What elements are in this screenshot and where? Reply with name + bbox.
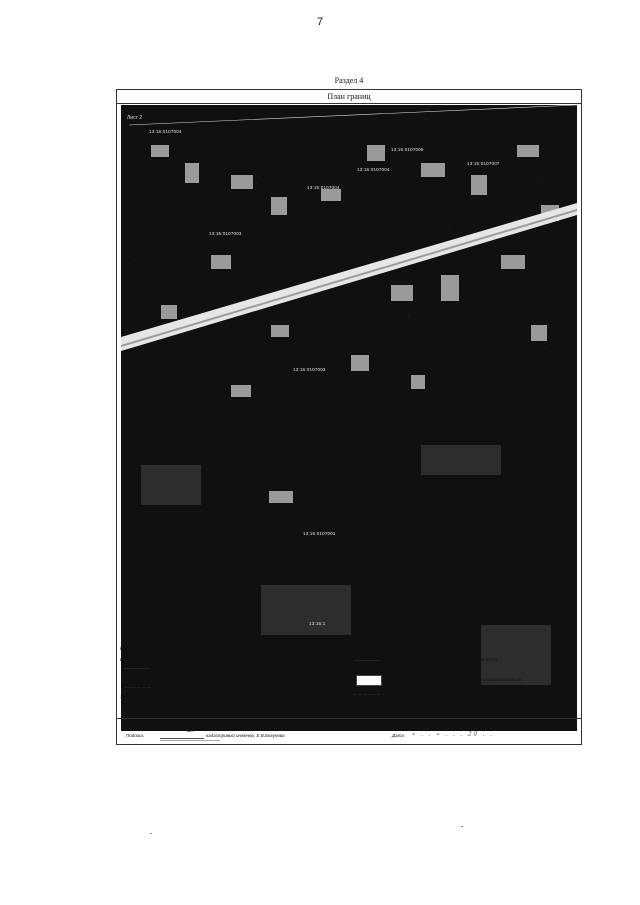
signature-field (160, 724, 204, 739)
page-number: 7 (316, 16, 324, 28)
map-label: 13:15:0107004 (357, 167, 390, 172)
signature-mark-icon: ∽ (186, 726, 194, 736)
legend-symbol-zone-line (124, 668, 150, 669)
legend-point-symbol: 1 (134, 674, 137, 679)
legend-symbol-building (356, 675, 382, 686)
map-label: 13:15:0107005 (391, 147, 424, 152)
signature-label: Подпись (126, 733, 144, 738)
legend-quarter-code: 13:15:0107004 (120, 694, 148, 699)
map-label: 13:15:1 (309, 621, 326, 626)
map-scale: Масштаб 1:1 000 (120, 646, 170, 652)
legend-item: границы зон с особыми условиями использования территории (376, 703, 502, 708)
legend-item: контуры и номер объектов капитального строительства по сведениям ЕГРН (398, 677, 522, 687)
plan-header: План границ (117, 90, 581, 104)
map-label: 13:15:0107001 (303, 531, 336, 536)
legend-item: кадастровый номер земельного участка (398, 667, 480, 672)
map-label: 13:15:0107007 (467, 161, 500, 166)
legend-symbol-parcel-line (354, 660, 380, 661)
date-value: « . . » . . . 20 . . (412, 730, 494, 738)
legend-item: номер кадастрового квартала (164, 694, 226, 699)
plan-frame (116, 89, 582, 745)
legend-heading: Используемые условные знаки и обозначения (120, 657, 217, 662)
legend-item: обозначение характерной точки границы охранной зоны (164, 675, 278, 680)
underline (160, 740, 220, 741)
engineer-name: кадастровый инженер, Е.В.Бегунова (206, 733, 285, 738)
section-title: Раздел 4 (334, 76, 364, 85)
scan-speck (461, 826, 463, 827)
legend-item: границы земельных участков по сведениям ЕГРН (398, 657, 497, 662)
aerial-photo-drawing (121, 105, 577, 731)
scan-speck (150, 833, 152, 834)
legend-symbol-quarter-line (124, 687, 150, 688)
map-label: 13:15:0107003 (209, 231, 242, 236)
map-label: 13:15:0107004 (149, 129, 182, 134)
date-label: Дата (392, 733, 404, 738)
legend-item: граница кадастрового квартала (164, 684, 230, 689)
legend-symbol-situation (354, 694, 380, 695)
legend-parcel-code: 13:15:0107004:29 (354, 667, 388, 672)
map-label: 13:15:0107003 (293, 367, 326, 372)
legend-item: граница охранной зоны (164, 665, 211, 670)
aerial-photo (121, 105, 577, 731)
legend-item: элементы контура ситуации (398, 691, 458, 696)
map-sheet-label: Лист 2 (127, 115, 143, 121)
map-label: 13:15:0107004 (307, 185, 340, 190)
legend-divider (116, 718, 582, 719)
